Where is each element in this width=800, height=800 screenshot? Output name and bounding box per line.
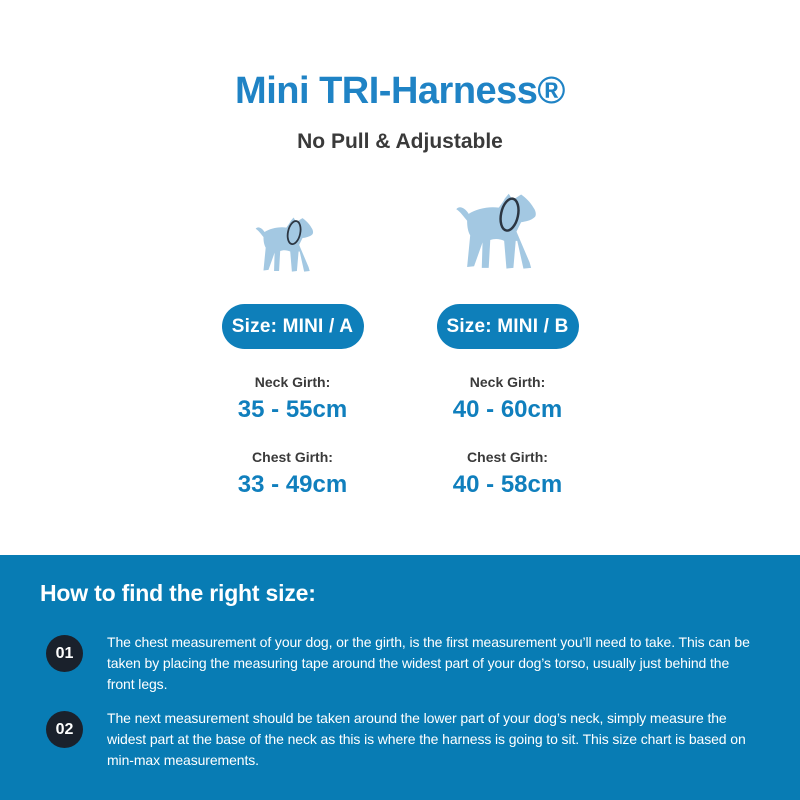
step-item-2 (40, 708, 760, 771)
header (0, 0, 800, 154)
guide-heading: How to find the right size: (40, 580, 316, 606)
sizing-guide-section (0, 555, 800, 800)
step-number-badge: 02 (46, 711, 83, 748)
chest-girth-label: Chest Girth: (252, 449, 333, 465)
dog-silhouette (255, 217, 312, 271)
size-badge-mini-b[interactable]: Size: MINI / B (437, 304, 579, 349)
size-badge-mini-a[interactable]: Size: MINI / A (222, 304, 364, 349)
step-text: The next measurement should be taken around the lower part of your dog’s neck, simply measure the widest part at the base of the neck as this is where the harness is going to sit. This size chart is based on min-max measurements. (107, 710, 746, 768)
size-column-mini-b (400, 166, 615, 499)
step-number-badge: 01 (46, 635, 83, 672)
step-text: The chest measurement of your dog, or the girth, is the first measurement you’ll need to take. This can be taken by placing the measuring tape around the widest part of your dog’s torso, usually just behind the front legs. (107, 634, 750, 692)
size-column-mini-a (185, 166, 400, 499)
neck-girth-label: Neck Girth: (469, 374, 546, 390)
page-title: Mini TRI-Harness® (235, 70, 565, 112)
dog-icon (454, 166, 562, 278)
dog-icon (254, 166, 332, 278)
step-item-1 (40, 632, 760, 695)
chest-girth-value: 40 - 58cm (452, 471, 563, 498)
neck-girth-value: 35 - 55cm (237, 396, 348, 423)
size-columns (0, 166, 800, 499)
neck-girth-value: 40 - 60cm (452, 396, 563, 423)
chest-girth-label: Chest Girth: (467, 449, 548, 465)
page-subtitle: No Pull & Adjustable (297, 130, 503, 153)
dog-silhouette (456, 194, 535, 269)
chest-girth-value: 33 - 49cm (237, 471, 348, 498)
neck-girth-label: Neck Girth: (254, 374, 331, 390)
